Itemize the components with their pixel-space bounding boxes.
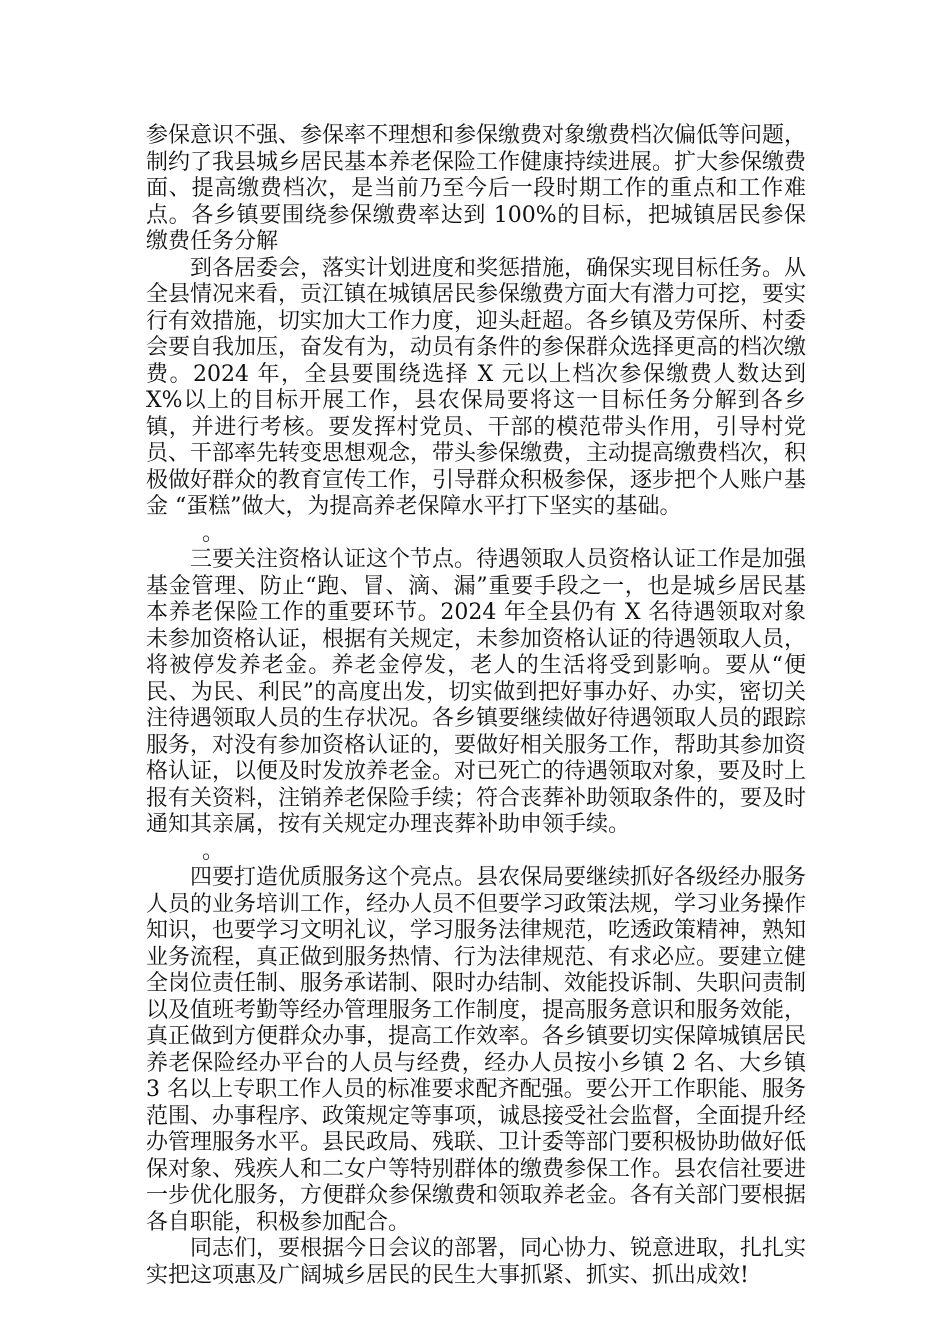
paragraph-closing-remarks: 同志们，要根据今日会议的部署，同心协力、锐意进取，扎扎实实把这项惠及广阔城乡居民的民生大事抓紧、抓实、抓出成效! (146, 1236, 807, 1288)
paragraph-participation-issues: 参保意识不强、参保率不理想和参保缴费对象缴费档次偏低等问题，制约了我县城乡居民基本养老保险工作健康持续进展。扩大参保缴费面、提高缴费档次，是当前乃至今后一段时期工作的重点和工作难点。各乡镇要围绕参保缴费率达到 100%的目标，把城镇居民参保缴费任务分解 (146, 123, 807, 254)
paragraph-separator-dot: 。 (202, 838, 225, 864)
paragraph-residents-committee-targets: 到各居委会，落实计划进度和奖惩措施，确保实现目标任务。从全县情况来看，贡江镇在城镇居民参保缴费方面大有潜力可挖，要实行有效措施，切实加大工作力度，迎头赶超。各乡镇及劳保所、村委会要自我加压，奋发有为，动员有条件的参保群众选择更高的档次缴费。2024 年，全县要围绕选择 X 元以上档次参保缴费人数达到 X%以上的目标开展工作，县农保局要将这一目标任务分解到各乡镇，并进行考核。要发挥村党员、干部的模范带头作用，引导村党员、干部率先转变思想观念，带头参保缴费，主动提高缴费档次，积极做好群众的教育宣传工作，引导群众积极参保，逐步把个人账户基金 “蛋糕”做大，为提高养老保障水平打下坚实的基础。 (146, 255, 807, 519)
paragraph-separator-dot: 。 (202, 520, 225, 546)
paragraph-quality-service: 四要打造优质服务这个亮点。县农保局要继续抓好各级经办服务人员的业务培训工作，经办人员不但要学习政策法规，学习业务操作知识，也要学习文明礼议，学习服务法律规范，吃透政策精神，熟知业务流程，真正做到服务热情、行为法律规范、有求必应。要建立健全岗位责任制、服务承诺制、限时办结制、效能投诉制、失职问责制以及值班考勤等经办管理服务工作制度，提高服务意识和服务效能，真正做到方便群众办事，提高工作效率。各乡镇要切实保障城镇居民养老保险经办平台的人员与经费，经办人员按小乡镇 2 名、大乡镇 3 名以上专职工作人员的标准要求配齐配强。要公开工作职能、服务范围、办事程序、政策规定等事项，诚恳接受社会监督，全面提升经办管理服务水平。县民政局、残联、卫计委等部门要积极协助做好低保对象、残疾人和二女户等特别群体的缴费参保工作。县农信社要进一步优化服务，方便群众参保缴费和领取养老金。各有关部门要根据各自职能，积极参加配合。 (146, 865, 807, 1235)
document-body (146, 123, 806, 1289)
paragraph-qualification-certification: 三要关注资格认证这个节点。待遇领取人员资格认证工作是加强基金管理、防止“跑、冒、滴、漏”重要手段之一，也是城乡居民基本养老保险工作的重要环节。2024 年全县仍有 X 名待遇领取对象未参加资格认证，根据有关规定，未参加资格认证的待遇领取人员，将被停发养老金。养老金停发，老人的生活将受到影响。要从“便民、为民、利民”的高度出发，切实做到把好事办好、办实，密切关注待遇领取人员的生存状况。各乡镇要继续做好待遇领取人员的跟踪服务，对没有参加资格认证的，要做好相关服务工作，帮助其参加资格认证，以便及时发放养老金。对已死亡的待遇领取对象，要及时上报有关资料，注销养老保险手续；符合丧葬补助领取条件的，要及时通知其亲属，按有关规定办理丧葬补助申领手续。 (146, 547, 807, 837)
